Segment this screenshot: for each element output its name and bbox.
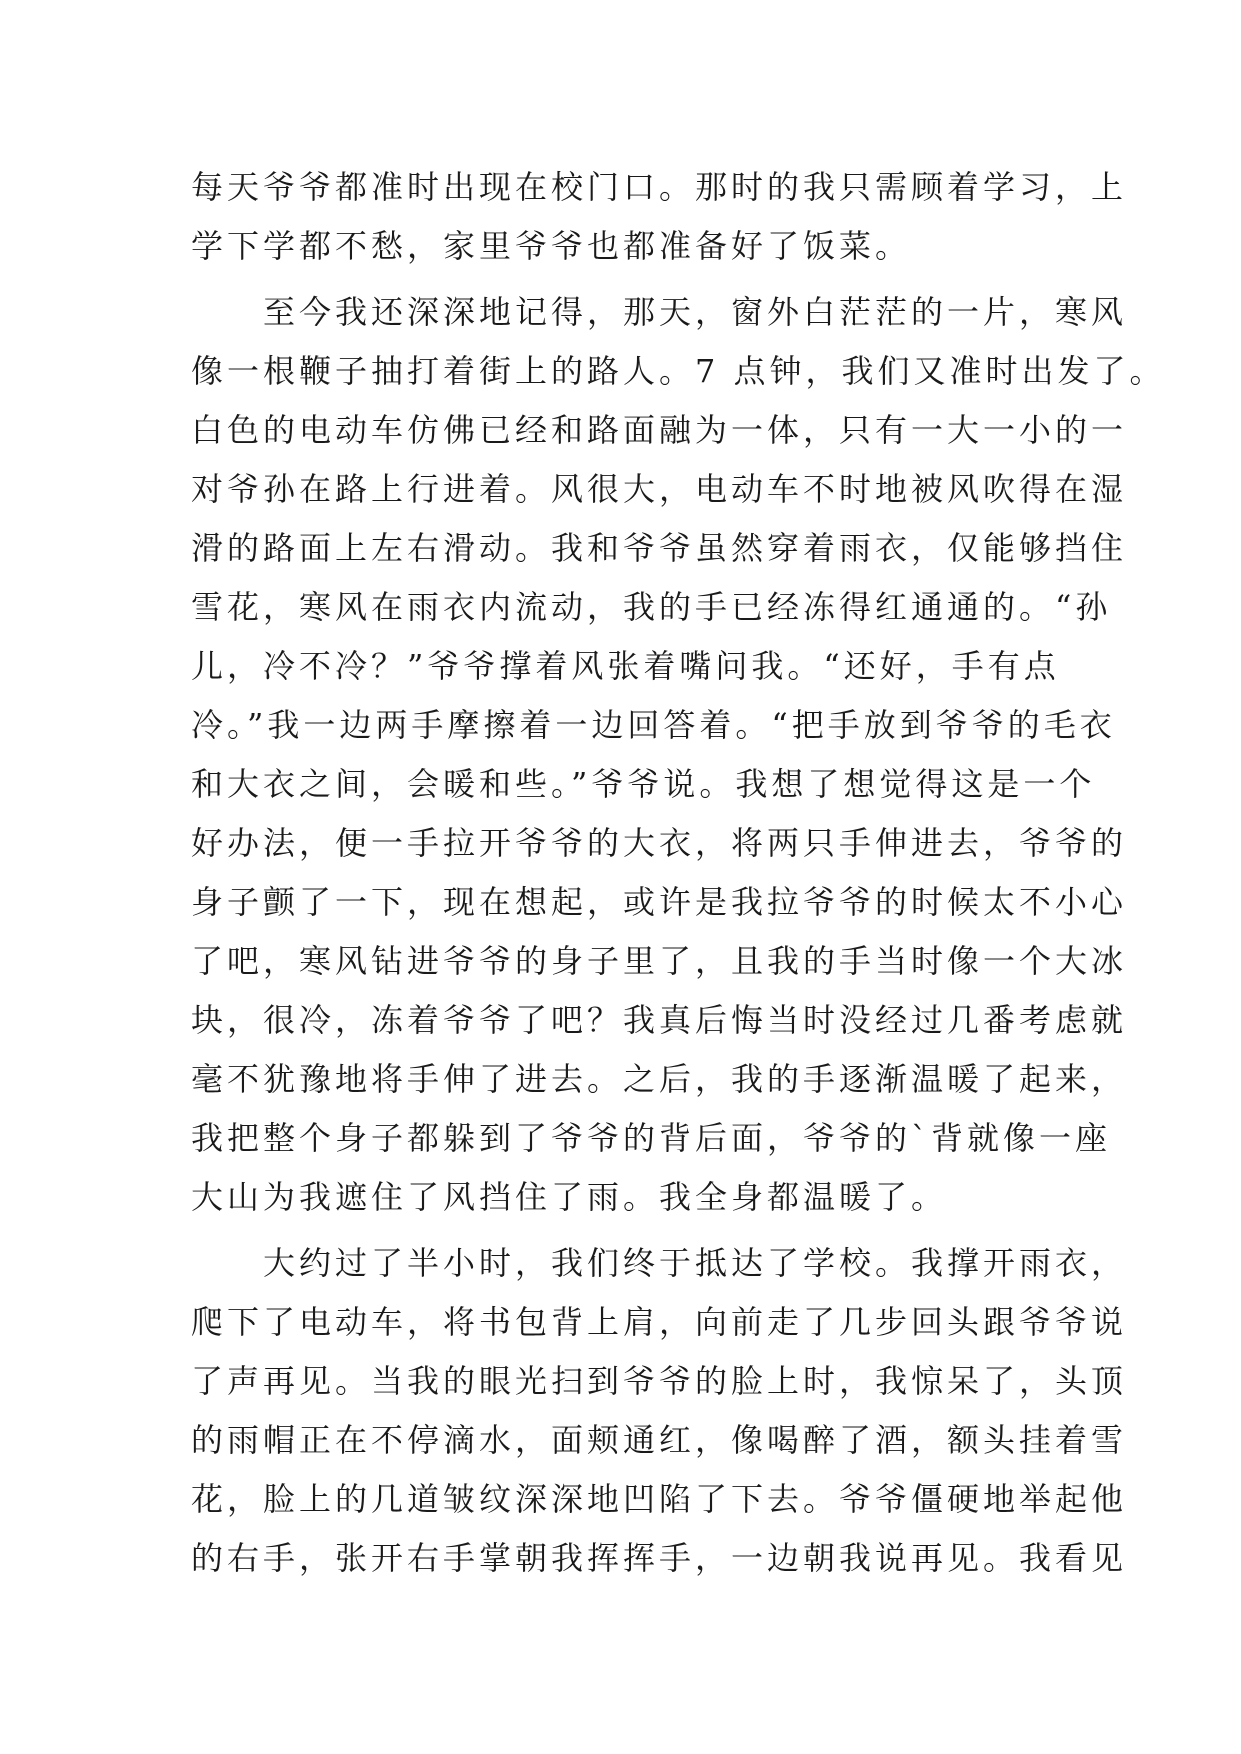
text-line: 雪花，寒风在雨衣内流动，我的手已经冻得红通通的。“孙 [191,588,1112,626]
text-line: 至今我还深深地记得，那天，窗外白茫茫的一片，寒风 [191,293,1128,331]
text-line: 每天爷爷都准时出现在校门口。那时的我只需顾着学习，上 [191,168,1128,206]
paragraph-1 [191,158,1128,276]
text-line: 了声再见。当我的眼光扫到爷爷的脸上时，我惊呆了，头顶 [191,1362,1128,1400]
text-line: 的右手，张开右手掌朝我挥挥手，一边朝我说再见。我看见 [191,1539,1128,1577]
paragraph-spacer [191,276,1071,283]
text-line: 花，脸上的几道皱纹深深地凹陷了下去。爷爷僵硬地举起他 [191,1480,1128,1518]
text-line: 滑的路面上左右滑动。我和爷爷虽然穿着雨衣，仅能够挡住 [191,529,1128,567]
text-line: 我把整个身子都躲到了爷爷的背后面，爷爷的`背就像一座 [191,1119,1112,1157]
paragraph-spacer [191,1227,1071,1234]
text-line: 像一根鞭子抽打着街上的路人。7 点钟，我们又准时出发了。 [191,352,1166,390]
paragraph-3 [191,1234,1128,1588]
text-line: 了吧，寒风钻进爷爷的身子里了，且我的手当时像一个大冰 [191,942,1128,980]
text-line: 大山为我遮住了风挡住了雨。我全身都温暖了。 [191,1178,948,1216]
text-line: 儿，冷不冷？”爷爷撑着风张着嘴问我。“还好，手有点 [191,647,1060,685]
text-line: 爬下了电动车，将书包背上肩，向前走了几步回头跟爷爷说 [191,1303,1128,1341]
text-line: 的雨帽正在不停滴水，面颊通红，像喝醉了酒，额头挂着雪 [191,1421,1128,1459]
text-line: 大约过了半小时，我们终于抵达了学校。我撑开雨衣， [191,1244,1128,1282]
text-line: 学下学都不愁，家里爷爷也都准备好了饭菜。 [191,227,912,265]
text-line: 白色的电动车仿佛已经和路面融为一体，只有一大一小的一 [191,411,1128,449]
text-line: 对爷孙在路上行进着。风很大，电动车不时地被风吹得在湿 [191,470,1128,508]
text-line: 和大衣之间，会暖和些。”爷爷说。我想了想觉得这是一个 [191,765,1096,803]
body-text [191,158,1166,1588]
text-line: 毫不犹豫地将手伸了进去。之后，我的手逐渐温暖了起来， [191,1060,1128,1098]
paragraph-2 [191,283,1166,1227]
text-line: 块，很冷，冻着爷爷了吧？我真后悔当时没经过几番考虑就 [191,1001,1128,1039]
text-line: 好办法，便一手拉开爷爷的大衣，将两只手伸进去，爷爷的 [191,824,1128,862]
text-line: 身子颤了一下，现在想起，或许是我拉爷爷的时候太不小心 [191,883,1128,921]
text-line: 冷。”我一边两手摩擦着一边回答着。“把手放到爷爷的毛衣 [191,706,1116,744]
